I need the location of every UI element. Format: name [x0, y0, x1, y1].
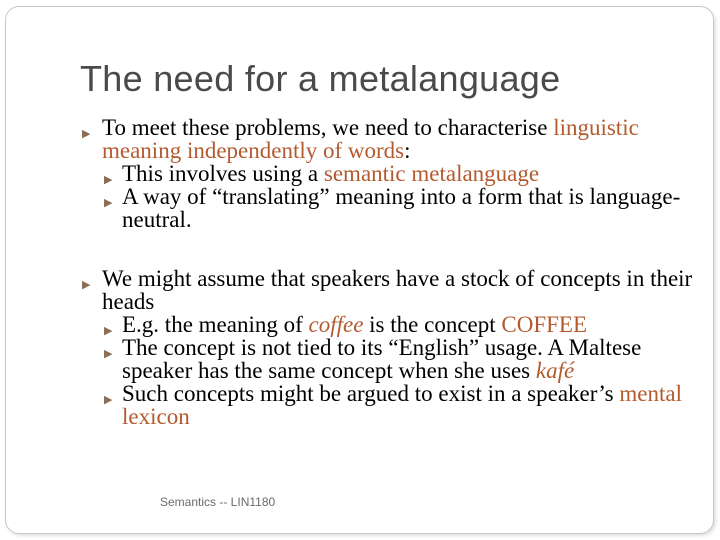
bullet-concepts	[80, 267, 700, 313]
bullet-text: Such concepts might be argued to exist in a speaker’s	[122, 381, 620, 406]
bullet-text: is the concept	[363, 312, 502, 337]
highlighted-term: semantic metalanguage	[323, 161, 540, 186]
bullet-text: E.g. the meaning of	[122, 312, 309, 337]
triangle-bullet-icon: ▶	[104, 393, 113, 406]
subbullet-coffee	[80, 313, 700, 336]
highlighted-term: COFFEE	[501, 312, 588, 337]
subbullet-maltese	[80, 336, 700, 382]
bullet-text: The concept is not tied to its “English” usage. A Maltese speaker has the same concept when she uses	[122, 335, 642, 383]
bullet-problems	[80, 116, 700, 162]
triangle-bullet-icon: ▶	[104, 324, 113, 337]
bullet-text: To meet these problems, we need to characterise	[102, 115, 554, 140]
bullet-text: We might assume that speakers have a stock of concepts in their heads	[102, 266, 693, 314]
triangle-bullet-icon: ▶	[104, 173, 113, 186]
triangle-bullet-icon: ▶	[104, 347, 113, 360]
highlighted-term: kafé	[535, 358, 575, 383]
slide-title: The need for a metalanguage	[80, 58, 561, 99]
triangle-bullet-icon: ▶	[82, 127, 91, 140]
subbullet-translating	[80, 185, 700, 231]
subbullet-lexicon	[80, 382, 700, 428]
bullet-text: This involves using a	[122, 161, 324, 186]
bullet-text: :	[404, 138, 411, 163]
slide-footer: Semantics -- LIN1180	[160, 495, 276, 509]
subbullet-metalanguage	[80, 162, 700, 185]
triangle-bullet-icon: ▶	[82, 278, 91, 291]
highlighted-term: linguistic meaning independently of words	[102, 115, 639, 163]
highlighted-term: mental lexicon	[122, 381, 682, 429]
spacer	[80, 231, 700, 267]
slide-body	[80, 116, 700, 428]
triangle-bullet-icon: ▶	[104, 196, 113, 209]
highlighted-term: coffee	[308, 312, 364, 337]
bullet-text: A way of “translating” meaning into a form that is language-neutral.	[122, 184, 681, 232]
